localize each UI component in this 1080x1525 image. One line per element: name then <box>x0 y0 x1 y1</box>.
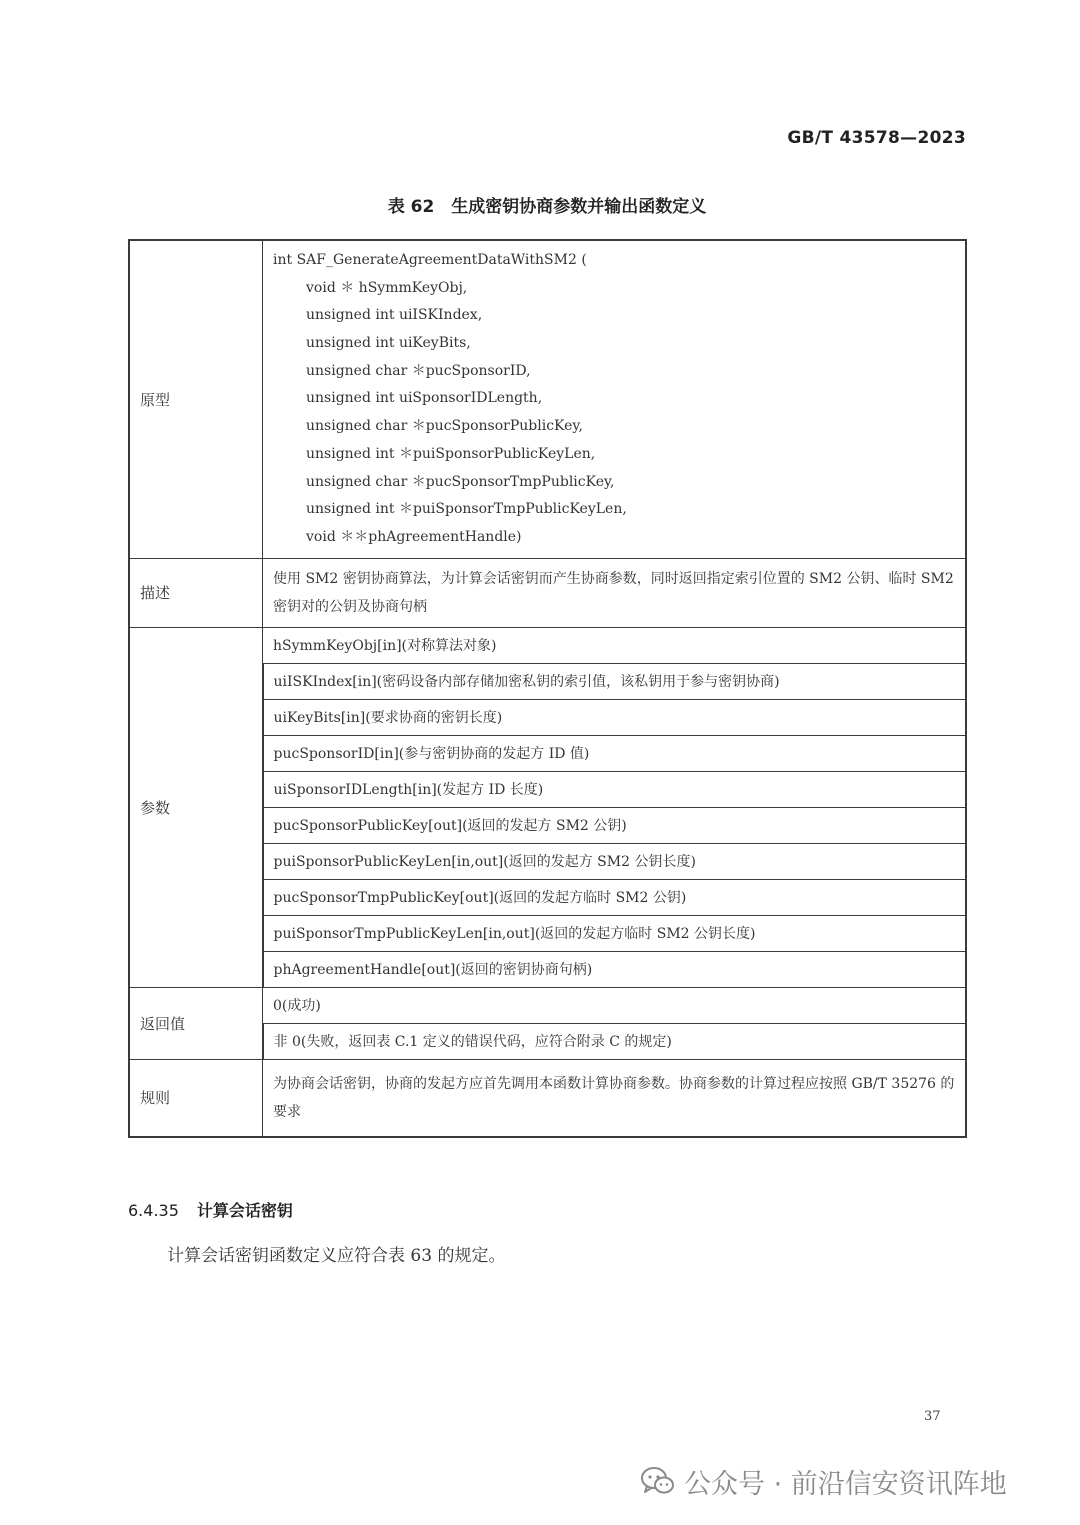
section-heading <box>128 1198 293 1221</box>
standard-number: GB/T 43578—2023 <box>787 128 966 148</box>
parameter-item: pucSponsorPublicKey[out](返回的发起方 SM2 公钥) <box>263 807 967 843</box>
wechat-icon <box>640 1465 676 1497</box>
section-body: 计算会话密钥函数定义应符合表 63 的规定。 <box>167 1246 506 1266</box>
footer-watermark <box>640 1460 1007 1502</box>
parameter-item: pucSponsorID[in](参与密钥协商的发起方 ID 值) <box>263 735 967 771</box>
prototype-line: unsigned int uiSponsorIDLength, <box>306 390 543 407</box>
prototype-line: unsigned char ＊pucSponsorTmpPublicKey, <box>306 473 615 490</box>
parameter-item: pucSponsorTmpPublicKey[out](返回的发起方临时 SM2 公钥) <box>263 879 967 915</box>
parameters-label: 参数 <box>129 627 263 987</box>
parameter-item: uiSponsorIDLength[in](发起方 ID 长度) <box>263 771 967 807</box>
return-value-label: 返回值 <box>129 987 263 1059</box>
rules-label: 规则 <box>129 1059 263 1137</box>
table-caption: 表 62 生成密钥协商参数并输出函数定义 <box>387 197 707 217</box>
prototype-label: 原型 <box>129 240 263 558</box>
prototype-cell <box>263 240 967 558</box>
return-value-item: 非 0(失败，返回表 C.1 定义的错误代码，应符合附录 C 的规定) <box>263 1023 967 1059</box>
description-label: 描述 <box>129 558 263 627</box>
parameter-item: uiISKIndex[in](密码设备内部存储加密私钥的索引值，该私钥用于参与密钥协商) <box>263 663 967 699</box>
prototype-line: void ＊＊phAgreementHandle) <box>306 528 522 545</box>
rules-text: 为协商会话密钥，协商的发起方应首先调用本函数计算协商参数。协商参数的计算过程应按照 GB/T 35276 的要求 <box>263 1059 967 1137</box>
section-number: 6.4.35 <box>128 1201 179 1220</box>
prototype-line: unsigned int uiISKIndex, <box>306 307 483 324</box>
return-value-item: 0(成功) <box>263 987 967 1023</box>
parameter-item: hSymmKeyObj[in](对称算法对象) <box>263 627 967 663</box>
section-title: 计算会话密钥 <box>196 1201 293 1220</box>
parameter-item: puiSponsorTmpPublicKeyLen[in,out](返回的发起方临时 SM2 公钥长度) <box>263 915 967 951</box>
prototype-line: int SAF_GenerateAgreementDataWithSM2 ( <box>273 252 587 268</box>
parameter-item: phAgreementHandle[out](返回的密钥协商句柄) <box>263 951 967 987</box>
prototype-line: unsigned int ＊puiSponsorTmpPublicKeyLen, <box>306 501 627 518</box>
page-number: 37 <box>924 1409 941 1424</box>
prototype-line: unsigned char ＊pucSponsorPublicKey, <box>306 418 583 435</box>
description-text: 使用 SM2 密钥协商算法，为计算会话密钥而产生协商参数，同时返回指定索引位置的 SM2 公钥、临时 SM2 密钥对的公钥及协商句柄 <box>263 558 967 627</box>
prototype-line: unsigned int ＊puiSponsorPublicKeyLen, <box>306 445 596 462</box>
prototype-line: unsigned int uiKeyBits, <box>306 335 471 352</box>
footer-text: 公众号 · 前沿信安资讯阵地 <box>684 1468 1007 1500</box>
prototype-line: void ＊ hSymmKeyObj, <box>306 279 468 296</box>
prototype-line: unsigned char ＊pucSponsorID, <box>306 362 531 379</box>
parameter-item: uiKeyBits[in](要求协商的密钥长度) <box>263 699 967 735</box>
function-definition-table <box>128 239 967 1138</box>
parameter-item: puiSponsorPublicKeyLen[in,out](返回的发起方 SM2 公钥长度) <box>263 843 967 879</box>
